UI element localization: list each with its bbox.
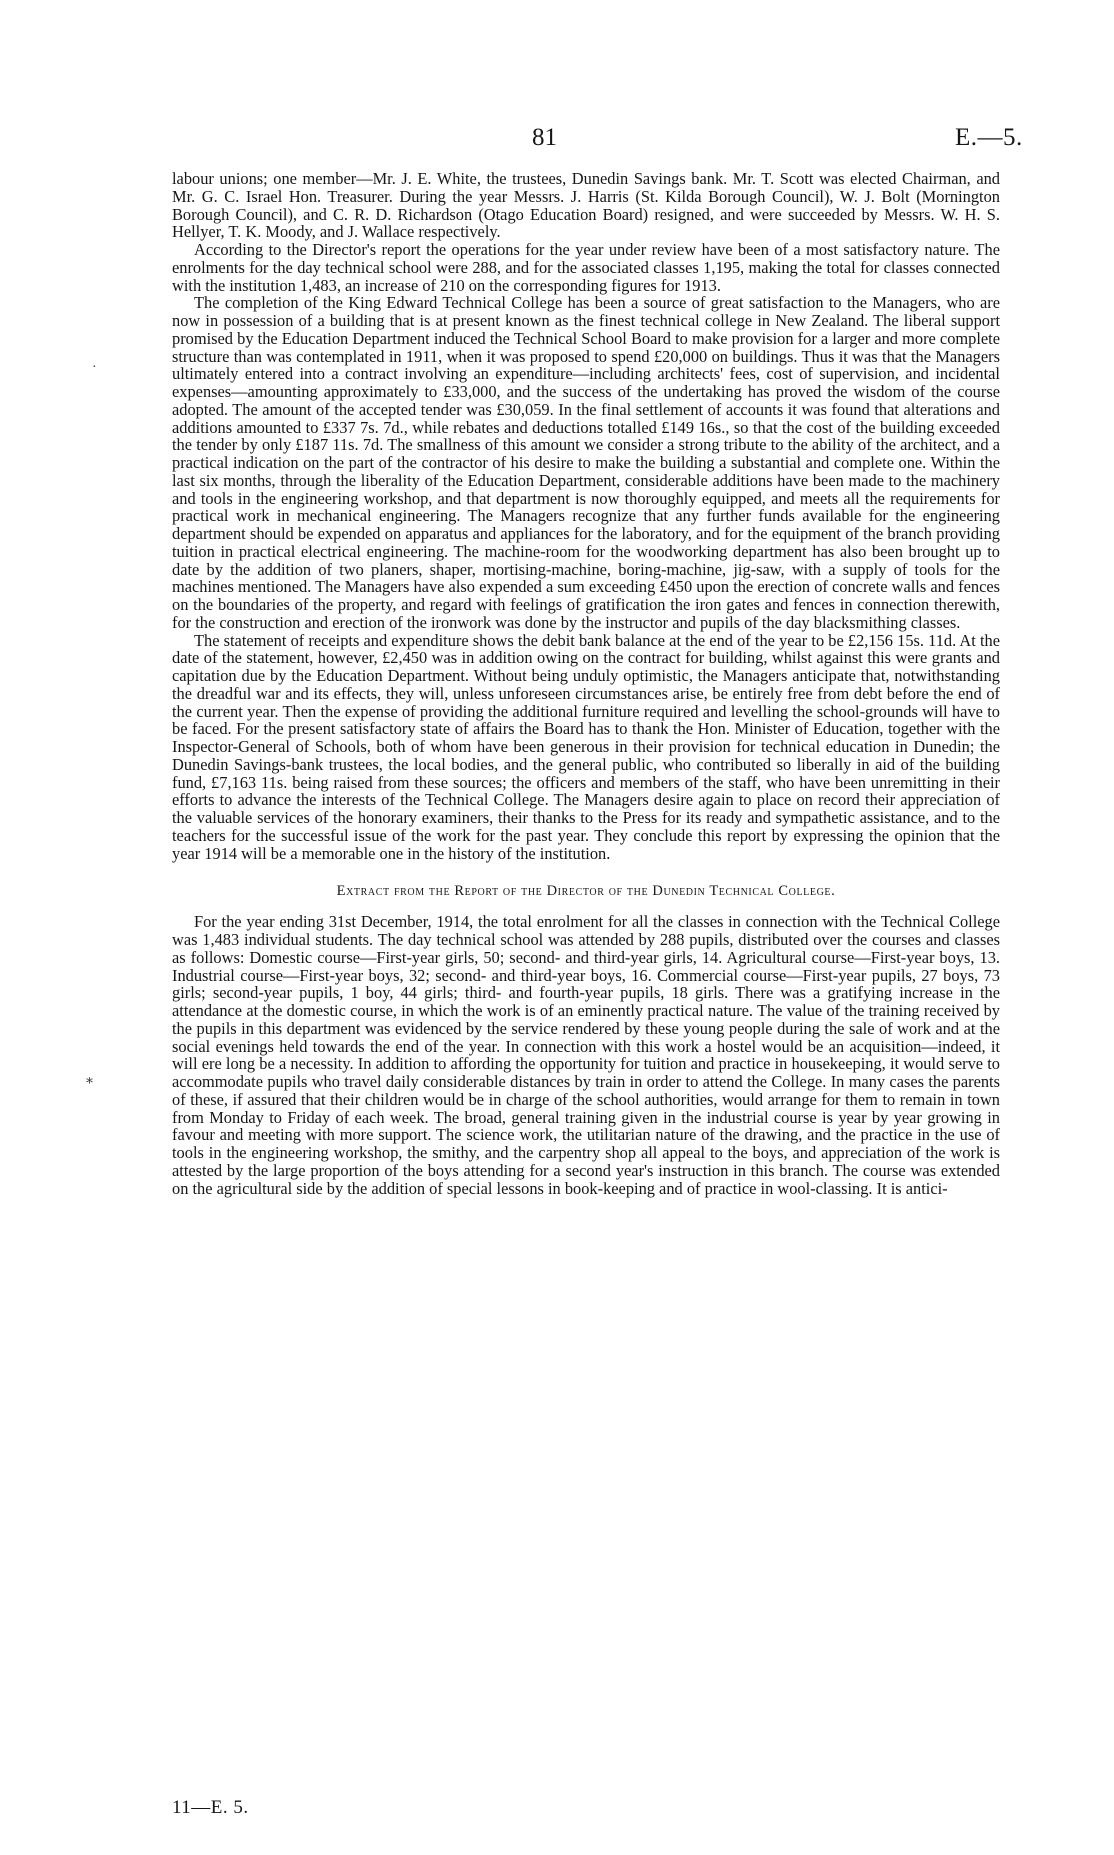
paragraph-board-members: labour unions; one member—Mr. J. E. White, the trustees, Dunedin Savings bank. Mr. T. Scott was elected Chairman, and Mr. G. C. Israel Hon. Treasurer. During the year Messrs. J. Harris (St. Kilda Borough Council), W. J. Bolt (Mornington Borough Council), and C. R. D. Richardson (Otago Education Board) resigned, and were succeeded by Messrs. W. H. S. Hellyer, T. K. Moody, and J. Wallace respectively. (172, 169, 1000, 242)
paragraph-finances: The statement of receipts and expenditure shows the debit bank balance at the end of the year to be £2,156 15s. 11d. At the date of the statement, however, £2,450 was in addition owing on the contract for building, whilst against this were grants and capitation due by the Education Department. Without being unduly optimistic, the Managers anticipate that, notwithstanding the dreadful war and its effects, they will, unless unforeseen circumstances arise, be entirely free from debt before the end of the current year. Then the expense of providing the additional furniture required and levelling the school-grounds will have to be faced. For the present satisfactory state of affairs the Board has to thank the Hon. Minister of Education, together with the Inspector-General of Schools, both of whom have been generous in their provision for technical education in Dunedin; the Dunedin Savings-bank trustees, the local bodies, and the general public, who contributed so liberally in aid of the building fund, £7,163 11s. being raised from these sources; the officers and members of the staff, who have been unremitting in their efforts to advance the interests of the Technical College. The Managers desire again to place on record their appreciation of the valuable services of the honorary examiners, their thanks to the Press for its ready and sympathetic assistance, and to the teachers for the successful issue of the work for the past year. They conclude this report by expressing the opinion that the year 1914 will be a memorable one in the history of the institution. (172, 630, 1000, 863)
body-text (172, 170, 1000, 1197)
paragraph-director-extract: For the year ending 31st December, 1914, the total enrolment for all the classes in connection with the Technical College was 1,483 individual students. The day technical school was attended by 288 pupils, distributed over the courses and classes as follows: Domestic course—First-year girls, 50; second- and third-year girls, 14. Agricultural course—First-year boys, 13. Industrial course—First-year boys, 32; second- and third-year boys, 16. Commercial course—First-year pupils, 27 boys, 73 girls; second-year pupils, 1 boy, 44 girls; third- and fourth-year pupils, 18 girls. There was a gratifying increase in the attendance at the domestic course, in which the work is of an eminently practical nature. The value of the training received by the pupils in this department was evidenced by the service rendered by these young people during the sale of work and at the social evenings held towards the end of the year. In connection with this work a hostel would be an acquisition—indeed, it will ere long be a necessity. In addition to affording the opportunity for tuition and practice in housekeeping, it would serve to accommodate pupils who travel daily considerable distances by train in order to attend the College. In many cases the parents of these, if assured that their children would be in charge of the school authorities, would arrange for them to remain in town from Monday to Friday of each week. The broad, general training given in the industrial course is year by year growing in favour and meeting with more support. The science work, the utilitarian nature of the drawing, and the practice in the use of tools in the engineering workshop, the smithy, and the carpentry shop all appeal to the boys, and appreciation of the work is attested by the large proportion of the boys attending for a second year's instruction in this branch. The course was extended on the agricultural side by the addition of special lessons in book-keeping and of practice in wool-classing. It is antici- (172, 912, 1000, 1198)
paragraph-enrolments: According to the Director's report the operations for the year under review have been of a most satisfactory nature. The enrolments for the day technical school were 288, and for the associated classes 1,195, making the total for classes connected with the institution 1,483, an increase of 210 on the corresponding figures for 1913. (172, 240, 1000, 295)
document-reference: E.—5. (955, 124, 1023, 151)
margin-mark: · (92, 360, 97, 375)
section-heading: Extract from the Report of the Director of the Dunedin Technical College. (336, 883, 836, 900)
signature-mark: 11—E. 5. (172, 1797, 249, 1818)
margin-mark: ⁎ (86, 1072, 93, 1087)
page-number: 81 (532, 124, 557, 151)
paragraph-college-completion: The completion of the King Edward Technical College has been a source of great satisfaction to the Managers, who are now in possession of a building that is at present known as the finest technical college in New Zealand. The liberal support promised by the Education Department induced the Technical School Board to make provision for a larger and more complete structure than was contemplated in 1911, when it was proposed to spend £20,000 on buildings. Thus it was that the Managers ultimately entered into a contract involving an expenditure—including architects' fees, cost of supervision, and incidental expenses—amounting approximately to £33,000, and the success of the undertaking has proved the wisdom of the course adopted. The amount of the accepted tender was £30,059. In the final settlement of accounts it was found that alterations and additions amounted to £337 7s. 7d., while rebates and deductions totalled £149 16s., so that the cost of the building exceeded the tender by only £187 11s. 7d. The smallness of this amount we consider a strong tribute to the ability of the architect, and a practical indication on the part of the contractor of his desire to make the building a substantial and complete one. Within the last six months, through the liberality of the Education Department, considerable additions have been made to the machinery and tools in the engineering workshop, and that department is now thoroughly equipped, and meets all the requirements for practical work in mechanical engineering. The Managers recognize that any further funds available for the engineering department should be expended on apparatus and appliances for the laboratory, and for the equipment of the branch providing tuition in practical electrical engineering. The machine-room for the woodworking department has also been brought up to date by the addition of two planers, shaper, mortising-machine, boring-machine, jig-saw, with a supply of tools for the machines mentioned. The Managers have also expended a sum exceeding £450 upon the erection of concrete walls and fences on the boundaries of the property, and regard with feelings of gratification the iron gates and fences in connection therewith, for the construction and erection of the ironwork was done by the instructor and pupils of the day blacksmithing classes. (172, 293, 1000, 632)
